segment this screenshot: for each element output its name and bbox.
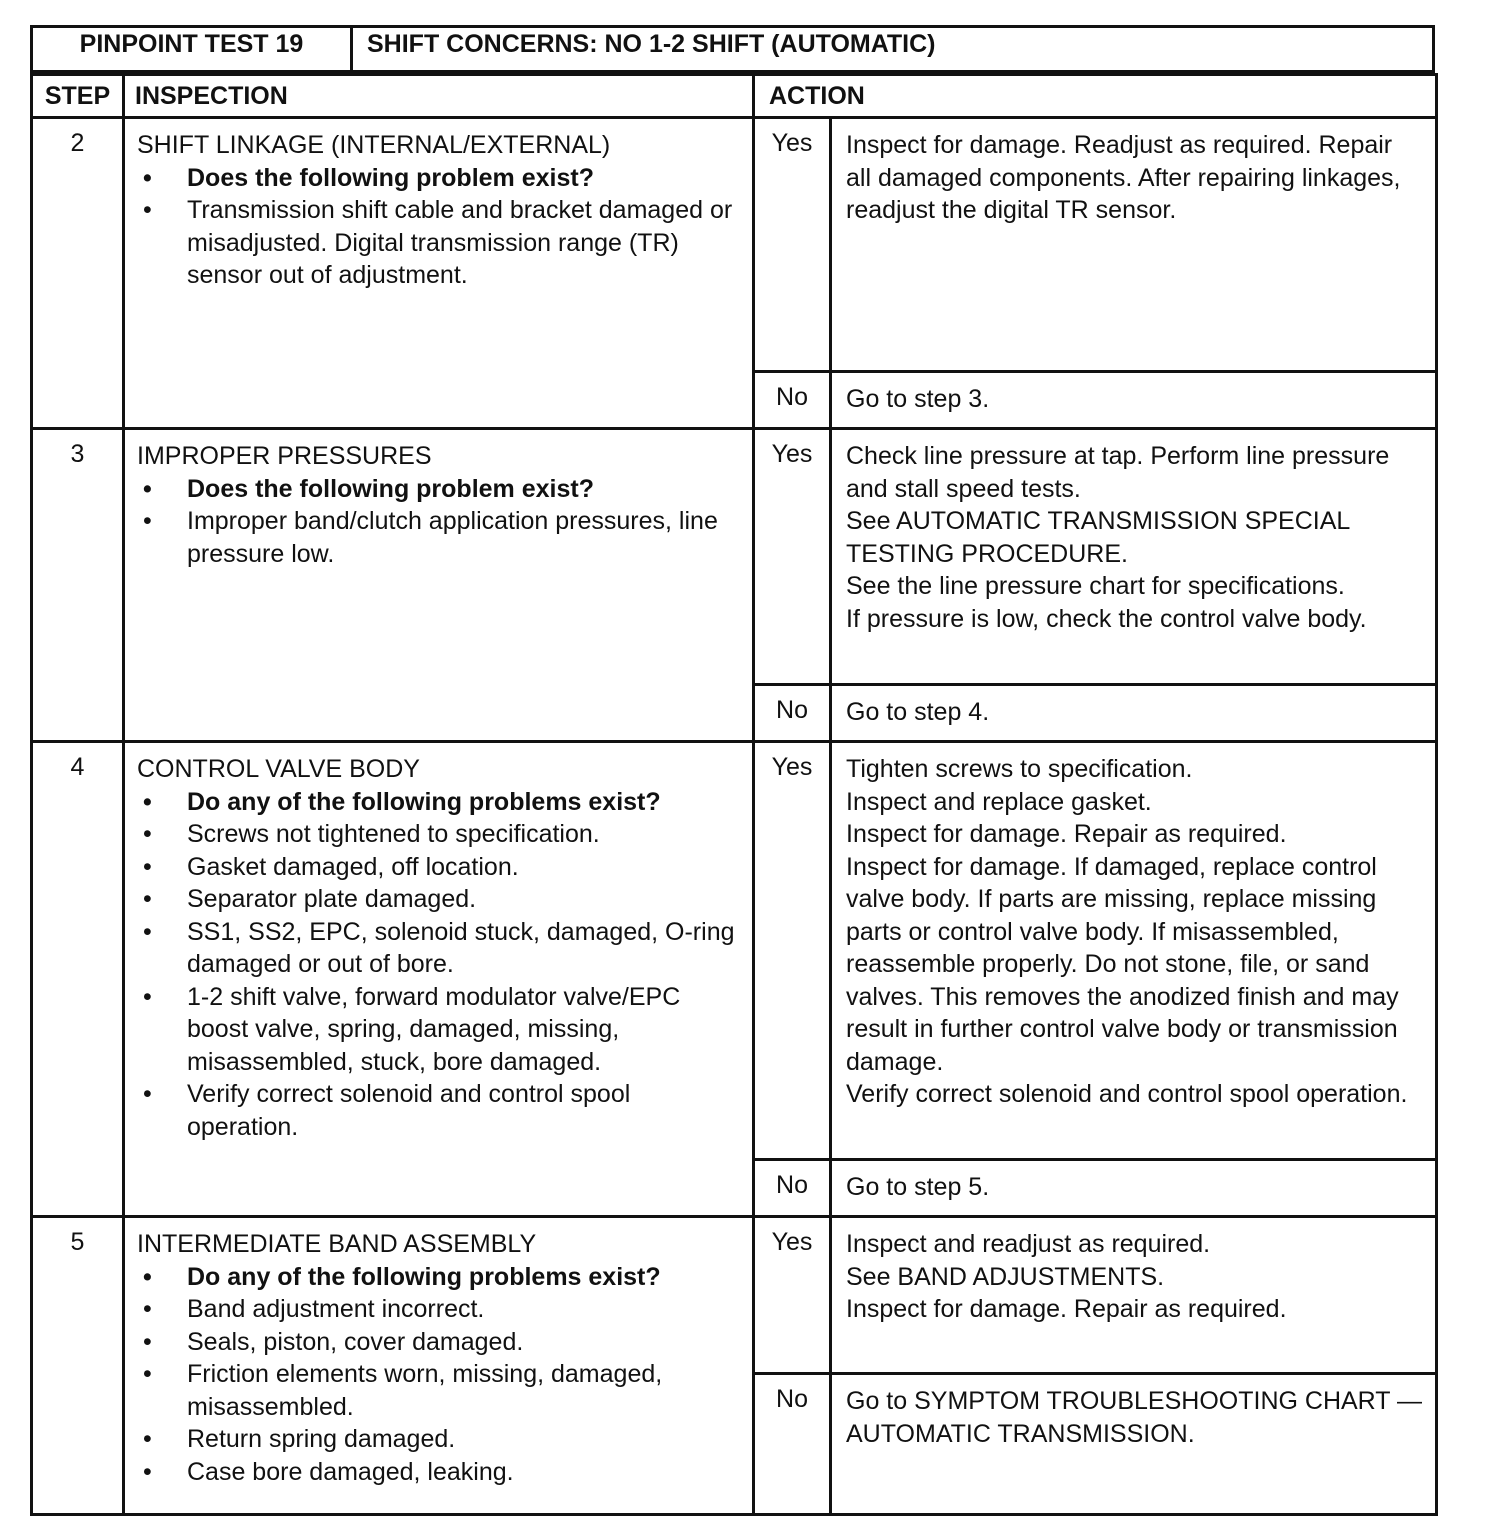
step-rows xyxy=(32,118,1437,1515)
yes-label: Yes xyxy=(754,1217,831,1374)
yes-action-cell xyxy=(831,118,1437,372)
step-row xyxy=(32,742,1437,1160)
yes-action-cell xyxy=(831,742,1437,1160)
step-number: 5 xyxy=(32,1217,124,1515)
test-id: PINPOINT TEST 19 xyxy=(79,30,304,58)
inspection-bullet: • Verify correct solenoid and control spool operation. xyxy=(137,1078,740,1143)
inspection-question: • Do any of the following problems exist? xyxy=(137,1261,740,1294)
inspection-bullet: • Seals, piston, cover damaged. xyxy=(137,1326,740,1359)
no-label: No xyxy=(754,685,831,742)
yes-action-text: See BAND ADJUSTMENTS. xyxy=(846,1262,1165,1291)
step-column-header: STEP xyxy=(32,75,124,118)
step-row xyxy=(32,1217,1437,1374)
test-title: SHIFT CONCERNS: NO 1-2 SHIFT (AUTOMATIC) xyxy=(367,30,936,58)
inspection-cell xyxy=(124,429,754,742)
test-id-cell xyxy=(32,27,352,72)
no-action-text: Go to step 3. xyxy=(831,372,1437,429)
test-title-cell xyxy=(352,27,1434,72)
no-action-text: Go to step 5. xyxy=(831,1160,1437,1217)
yes-action-text: See AUTOMATIC TRANSMISSION SPECIAL TESTING PROCEDURE. xyxy=(846,507,1350,568)
column-header-row xyxy=(32,75,1437,118)
inspection-bullet: • Gasket damaged, off location. xyxy=(137,851,740,884)
no-label: No xyxy=(754,1160,831,1217)
inspection-bullet: • Separator plate damaged. xyxy=(137,883,740,916)
yes-label: Yes xyxy=(754,118,831,372)
yes-label: Yes xyxy=(754,429,831,685)
inspection-bullet: • Band adjustment incorrect. xyxy=(137,1293,740,1326)
inspection-bullet-list xyxy=(137,786,740,1144)
no-action-text: Go to step 4. xyxy=(831,685,1437,742)
inspection-bullet-list xyxy=(137,1261,740,1489)
yes-action-text: If pressure is low, check the control valve body. xyxy=(846,604,1367,633)
step-row xyxy=(32,118,1437,372)
inspection-bullet: • Transmission shift cable and bracket damaged or misadjusted. Digital transmission range (TR) sensor out of adjustment. xyxy=(137,194,740,292)
inspection-bullet: • Case bore damaged, leaking. xyxy=(137,1456,740,1489)
inspection-title: SHIFT LINKAGE (INTERNAL/EXTERNAL) xyxy=(137,131,611,159)
step-number: 3 xyxy=(32,429,124,742)
inspection-title: IMPROPER PRESSURES xyxy=(137,442,432,470)
action-column-header: ACTION xyxy=(754,75,1437,118)
no-label: No xyxy=(754,372,831,429)
inspection-bullet: • 1-2 shift valve, forward modulator valve/EPC boost valve, spring, damaged, missing, misassembled, stuck, bore damaged. xyxy=(137,981,740,1079)
step-number: 2 xyxy=(32,118,124,429)
yes-action-text: Inspect for damage. Repair as required. xyxy=(846,820,1287,848)
yes-action-text: Inspect for damage. Repair as required. xyxy=(846,1295,1287,1323)
inspection-table xyxy=(30,73,1438,1516)
yes-action-text: Tighten screws to specification. xyxy=(846,755,1193,783)
no-action-text: Go to SYMPTOM TROUBLESHOOTING CHART — AUTOMATIC TRANSMISSION. xyxy=(831,1374,1437,1515)
no-label: No xyxy=(754,1374,831,1515)
yes-action-cell xyxy=(831,429,1437,685)
inspection-title: INTERMEDIATE BAND ASSEMBLY xyxy=(137,1230,537,1258)
yes-action-text: Inspect for damage. If damaged, replace control valve body. If parts are missing, replace missing parts or control valve body. If misassembled, reassemble properly. Do not stone, file, or sand valves. This removes the anodized finish and may result in further control valve body or transmission damage. xyxy=(846,852,1399,1076)
inspection-cell xyxy=(124,742,754,1217)
yes-label: Yes xyxy=(754,742,831,1160)
yes-action-text: Inspect and readjust as required. xyxy=(846,1230,1211,1258)
yes-action-cell xyxy=(831,1217,1437,1374)
pinpoint-test-document xyxy=(30,25,1435,1516)
yes-action-text: Inspect and replace gasket. xyxy=(846,787,1152,816)
inspection-bullet: • Screws not tightened to specification. xyxy=(137,818,740,851)
test-title-bar xyxy=(30,25,1435,73)
inspection-bullet: • Improper band/clutch application pressures, line pressure low. xyxy=(137,505,740,570)
inspection-question: • Does the following problem exist? xyxy=(137,473,740,506)
inspection-cell xyxy=(124,118,754,429)
yes-action-text: Verify correct solenoid and control spool operation. xyxy=(846,1080,1408,1108)
inspection-column-header: INSPECTION xyxy=(124,75,754,118)
inspection-question: • Do any of the following problems exist? xyxy=(137,786,740,819)
inspection-bullet: • SS1, SS2, EPC, solenoid stuck, damaged, O-ring damaged or out of bore. xyxy=(137,916,740,981)
inspection-title: CONTROL VALVE BODY xyxy=(137,755,420,783)
step-number: 4 xyxy=(32,742,124,1217)
yes-action-text: See the line pressure chart for specifications. xyxy=(846,572,1345,600)
inspection-bullet-list xyxy=(137,473,740,571)
inspection-bullet: • Return spring damaged. xyxy=(137,1423,740,1456)
inspection-bullet-list xyxy=(137,162,740,292)
yes-action-text: Inspect for damage. Readjust as required. Repair all damaged components. After repairing linkages, readjust the digital TR sensor. xyxy=(846,131,1401,224)
step-row xyxy=(32,429,1437,685)
inspection-cell xyxy=(124,1217,754,1515)
inspection-bullet: • Friction elements worn, missing, damaged, misassembled. xyxy=(137,1358,740,1423)
inspection-question: • Does the following problem exist? xyxy=(137,162,740,195)
yes-action-text: Check line pressure at tap. Perform line pressure and stall speed tests. xyxy=(846,442,1390,503)
